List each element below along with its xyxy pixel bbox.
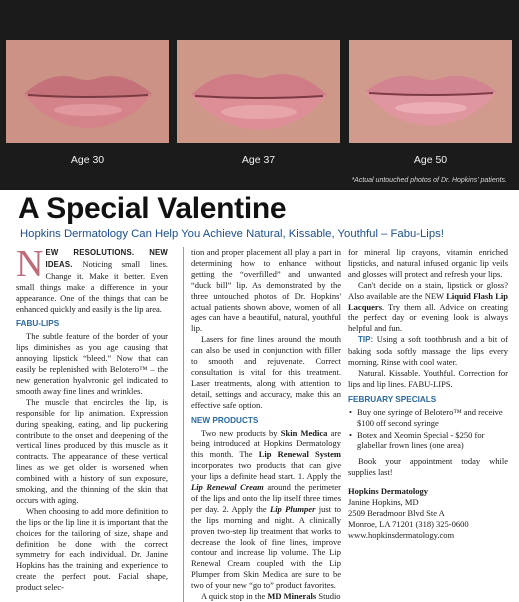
age-label: Age 37 [241,154,276,166]
list-item: • Botex and Xeomin Special - $250 for glabellar frown lines (one area) [348,430,508,452]
paragraph: tion and proper placement all play a part in determining how to enhance without getting the “overfilled” and unwanted “duck bill” lip. As demonstrated by the three untouched photos of Dr. Hopkins' actual patients shown above, women of all ages can have a beautiful, natural, youthful lip. [191,247,341,334]
lip-photo-age-37 [177,40,340,143]
section-heading-february-specials: FEBRUARY SPECIALS [348,394,437,404]
text-run: Can't decide on a stain, lipstick or gloss? Also available are the NEW [348,279,508,301]
paragraph [191,591,341,602]
product-name: Lip Renewal System [258,449,341,460]
paragraph: Natural. Kissable. Youthful. Correction for lips and lip lines. FABU-LIPS. [348,367,508,389]
street-address: 2509 Beradmoor Blvd Ste A [348,507,445,518]
paragraph: Book your appointment today while supplies last! [348,456,508,478]
photo-caption: *Actual untouched photos of Dr. Hopkins' patients. [351,177,507,184]
text-run: A quick stop in the [201,591,268,602]
drop-cap: N [16,243,44,285]
text-run: just to the lips morning and night. A clinically proven two-step lip treatment that works to decrease the look of fine lines, improve contour and increase lip volume. The Lip Renewal Cream coupled with the Lip Plumper from Skin Medica are sure to be two of your new “go to” product favorites. [191,503,341,591]
product-name: Liquid Flash Lip Lacquers [348,290,508,312]
text-column-3 [348,247,508,541]
product-name: MD Minerals [267,591,317,602]
paragraph: The muscle that encircles the lip, is responsible for lip animation. Expression during speaking, eating, and lip puckering contribute to the onset and deepening of the vertical lines produced by this muscle as it contracts. The appearance of these vertical lines as we get older is worsened when combined with a history of sun exposure, smoking, and the thinning of the skin that occurs with aging. [16,396,168,505]
specials-list [348,407,508,452]
product-name: Lip Renewal Cream [191,482,264,493]
section-heading-fabu-lips: FABU-LIPS [16,319,60,329]
list-item: • Buy one syringe of Belotero™ and receive $100 off second syringe [348,407,508,429]
lead-caps: EW RESOLUTIONS. NEW IDEAS. [45,248,168,269]
paragraph: Lasers for fine lines around the mouth can also be used in conjunction with filler to smooth and rejuvenate. Correct consultation is vital for this treatment. Laser treatments, along with attention to detail, settings and accuracy, make this an effective safe option. [191,334,341,410]
paragraph: When choosing to add more definition to the lips or the lip line it is important that the choices for the tailoring of size, shape and definition be done with the correct symmetry for each individual. Dr. Janine Hopkins has the training and experience to create the perfect pout. Facial shape, product selec- [16,505,168,593]
text-run: incorporates two products that can give your lips a definite head start. 1. Apply the [191,460,341,482]
city-phone: Monroe, LA 71201 (318) 325-0600 [348,518,469,529]
paragraph [348,280,508,335]
photo-banner [0,0,519,190]
tip-text: Using a soft toothbrush and a bit of baking soda softly massage the lips every morning. Rinse with cool water. [348,334,508,368]
text-run: around the perimeter of the lips and onto the lip itself three times per day. 2. Apply the [191,482,341,514]
text-run: are being introduced at Hopkins Dermatology this month. The [191,427,341,460]
lead-paragraph [16,243,168,314]
paragraph: The subtle feature of the border of your lips diminishes as you age causing that annoying lipstick “bleed.” Now that can easily be replenished with Belotero™ – the new generation hyalvronic gel indicated to smooth away fine lines and wrinkles. [16,331,168,396]
text-run: Two new products by [201,427,281,438]
contact-block [348,486,508,541]
tip-label: TIP: [358,335,374,345]
paragraph [191,428,341,592]
doctor-name: Janine Hopkins, MD [348,497,419,508]
paragraph: for mineral lip crayons, vitamin enriched lipsticks, and natural infused organic lip veils and glosses will protect and refresh your lips. [348,247,508,279]
tip-paragraph [348,334,508,368]
section-heading-new-products: NEW PRODUCTS [191,415,259,425]
lead-text: Noticing small lines. Change it. Make it better. Even small things make a difference in your appearance. One of the things that can be enhanced quickly and easily is the lip area. [16,258,168,314]
text-run: Studio [316,591,341,602]
age-label: Age 50 [413,154,448,166]
website: www.hopkinsdermatology.com [348,529,455,540]
lip-photo-age-50 [349,40,512,143]
text-column-1 [16,243,168,593]
product-name: Lip Plumper [270,503,316,514]
article-title: A Special Valentine [18,192,287,225]
age-label: Age 30 [70,154,105,166]
text-column-2 [183,247,341,602]
lip-photo-age-30 [6,40,169,143]
text-run: . Try them all. Advice on creating the perfect day or evening look is always helpful and fun. [348,301,508,334]
practice-name: Hopkins Dermatology [348,486,429,497]
article-subtitle: Hopkins Dermatology Can Help You Achieve Natural, Kissable, Youthful – Fabu-Lips! [20,228,444,240]
product-name: Skin Medica [280,427,328,438]
